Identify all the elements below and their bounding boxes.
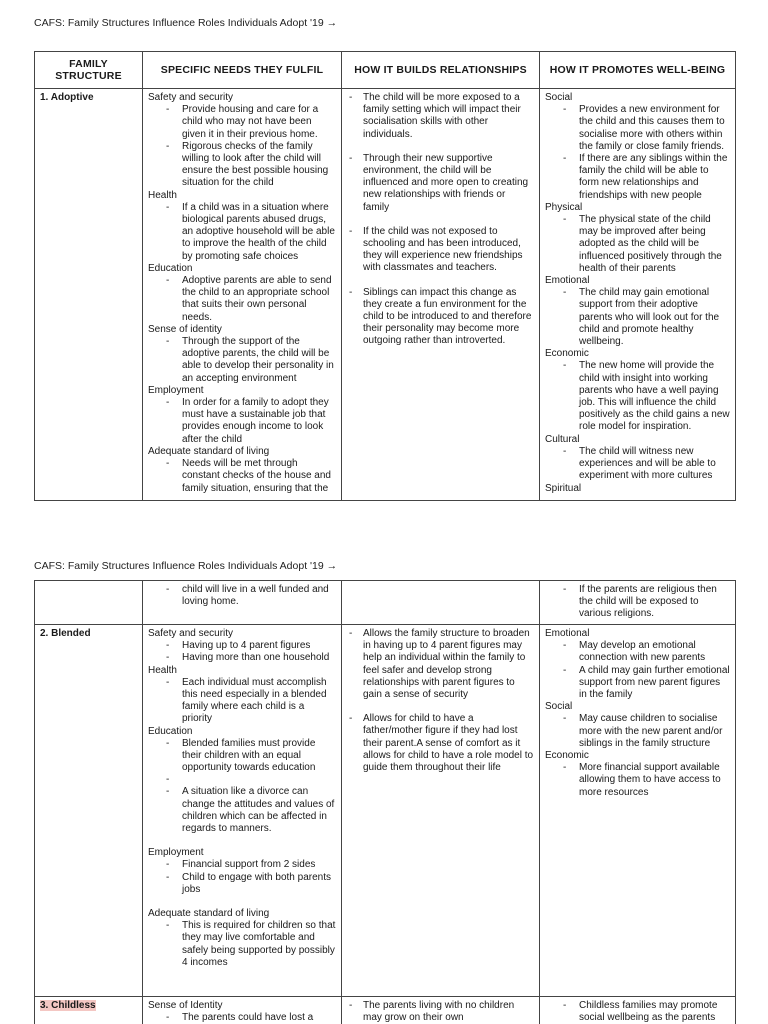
list-item: - Through their new supportive environment, the child will be influenced and more open to creating new relationships with friends or family bbox=[347, 153, 534, 214]
col-header-needs: SPECIFIC NEEDS THEY FULFIL bbox=[143, 52, 342, 89]
col-header-wellbeing: HOW IT PROMOTES WELL-BEING bbox=[540, 52, 736, 89]
category-label: Adequate standard of living bbox=[148, 908, 270, 920]
list-item: - Provides a new environment for the child and this causes them to socialise more with others within the family or close family friends. bbox=[545, 104, 730, 153]
category-label: Safety and security bbox=[148, 628, 234, 639]
category-label: Sense of Identity bbox=[148, 1000, 223, 1011]
adoptive-needs-cell bbox=[143, 89, 342, 501]
structures-table-page-1 bbox=[34, 51, 736, 501]
list-item: - The child may gain emotional support from their adoptive parents who will look out for the child and promote healthy wellbeing. bbox=[545, 287, 730, 348]
list-item: - child will live in a well funded and loving home. bbox=[148, 584, 336, 608]
list-item bbox=[148, 774, 336, 786]
category-label: Adequate standard of living bbox=[148, 445, 270, 457]
list-item: - Having more than one household bbox=[148, 652, 336, 664]
blended-needs-cell bbox=[143, 625, 342, 997]
childless-needs-cell bbox=[143, 997, 342, 1024]
list-item: - More financial support available allowing them to have access to more resources bbox=[545, 762, 730, 799]
category-label: Emotional bbox=[545, 628, 590, 639]
list-item: - Adoptive parents are able to send the child to an appropriate school that suits their own personal needs. bbox=[148, 275, 336, 324]
list-item: - Having up to 4 parent figures bbox=[148, 640, 336, 652]
list-item: - Provide housing and care for a child who may not have been given it in their previous home. bbox=[148, 104, 336, 141]
row-label-childless bbox=[35, 997, 143, 1024]
category-label: Economic bbox=[545, 750, 589, 762]
list-item: - May develop an emotional connection with new parents bbox=[545, 640, 730, 664]
blended-wellbeing-cell bbox=[540, 625, 736, 997]
category-label: Social bbox=[545, 701, 573, 713]
list-item: - The physical state of the child may be improved after being adopted as the child will be influenced positively through the health of their parents bbox=[545, 214, 730, 275]
category-label: Social bbox=[545, 92, 573, 103]
list-item: - This is required for children so that they may live comfortable and safely being supported by possibly 4 incomes bbox=[148, 920, 336, 969]
category-label: Spiritual bbox=[545, 482, 582, 494]
page-2 bbox=[0, 548, 768, 1024]
list-item: - A situation like a divorce can change the attitudes and values of children which can be affected in regards to manners. bbox=[148, 786, 336, 835]
list-item: - If the child was not exposed to schooling and has been introduced, they will experience new friendships with classmates and teachers. bbox=[347, 226, 534, 275]
category-label: Employment bbox=[148, 384, 204, 396]
category-label: Economic bbox=[545, 348, 589, 360]
row-label-adoptive: 1. Adoptive bbox=[35, 89, 143, 501]
adoptive-wellbeing-continued bbox=[540, 581, 736, 625]
list-item: - A child may gain further emotional support from new parent figures in the family bbox=[545, 665, 730, 702]
page-1 bbox=[0, 0, 768, 505]
list-item: - May cause children to socialise more with the new parent and/or siblings in the family structure bbox=[545, 713, 730, 750]
category-label: Sense of identity bbox=[148, 323, 222, 335]
category-label: Health bbox=[148, 664, 177, 676]
category-label: Education bbox=[148, 262, 193, 274]
list-item: - In order for a family to adopt they must have a sustainable job that provides enough income to look after the child bbox=[148, 397, 336, 446]
list-item: - If there are any siblings within the family the child will be able to form new relationships and friendships with new people bbox=[545, 153, 730, 202]
childless-wellbeing-cell bbox=[540, 997, 736, 1024]
list-item: - Allows for child to have a father/mother figure if they had lost their parent.A sense of comfort as it allows for child to have a role model to guide them throughout their life bbox=[347, 713, 534, 774]
page-header: CAFS: Family Structures Influence Roles Individuals Adopt '19 → bbox=[34, 560, 338, 572]
col-header-relationships: HOW IT BUILDS RELATIONSHIPS bbox=[342, 52, 540, 89]
highlighted-label: 3. Childless bbox=[40, 1000, 96, 1011]
structures-table-page-2 bbox=[34, 580, 736, 1024]
category-label: Education bbox=[148, 725, 193, 737]
list-item: - Financial support from 2 sides bbox=[148, 859, 336, 871]
row-label-blended: 2. Blended bbox=[35, 625, 143, 997]
list-item: - Through the support of the adoptive parents, the child will be able to develop their personality in an accepting environment bbox=[148, 336, 336, 385]
adoptive-relationships-cell bbox=[342, 89, 540, 501]
adoptive-wellbeing-cell bbox=[540, 89, 736, 501]
adoptive-relationships-continued bbox=[342, 581, 540, 625]
list-item: - Rigorous checks of the family willing to look after the child will ensure the best possible housing situation for the child bbox=[148, 141, 336, 190]
category-label: Health bbox=[148, 189, 177, 201]
category-label: Employment bbox=[148, 847, 204, 859]
list-item: - Each individual must accomplish this need especially in a blended family where each child is a priority bbox=[148, 677, 336, 726]
list-item: - The parents living with no children may grow on their own bbox=[347, 1000, 534, 1024]
list-item: - The parents could have lost a bbox=[148, 1012, 336, 1024]
list-item: - Allows the family structure to broaden in having up to 4 parent figures may help an individual within the family to feel safer and develop strong relationships with parent figures to gain a sense of security bbox=[347, 628, 534, 701]
row-label-empty bbox=[35, 581, 143, 625]
list-item: - Child to engage with both parents jobs bbox=[148, 872, 336, 896]
list-item: - Childless families may promote social wellbeing as the parents bbox=[545, 1000, 730, 1024]
list-item: - Blended families must provide their children with an equal opportunity towards education bbox=[148, 738, 336, 775]
list-item: - If the parents are religious then the child will be exposed to various religions. bbox=[545, 584, 730, 621]
list-item: - The new home will provide the child with insight into working parents who have a well paying job. This will influence the child positively as the child gains a new role model for inspiration. bbox=[545, 360, 730, 433]
col-header-family-structure: FAMILY STRUCTURE bbox=[35, 52, 143, 89]
list-item: - Siblings can impact this change as they create a fun environment for the child to be introduced to and therefore their personality may become more outgoing rather than introverted. bbox=[347, 287, 534, 348]
category-label: Physical bbox=[545, 201, 583, 213]
adoptive-needs-continued bbox=[143, 581, 342, 625]
list-item: - The child will witness new experiences and will be able to experiment with more cultures bbox=[545, 446, 730, 483]
category-label: Emotional bbox=[545, 275, 590, 287]
childless-relationships-cell bbox=[342, 997, 540, 1024]
blended-relationships-cell bbox=[342, 625, 540, 997]
list-item: - The child will be more exposed to a family setting which will impact their socialisation skills with other individuals. bbox=[347, 92, 534, 141]
page-header: CAFS: Family Structures Influence Roles Individuals Adopt '19 → bbox=[34, 17, 338, 29]
list-item: - Needs will be met through constant checks of the house and family situation, ensuring that the bbox=[148, 458, 336, 495]
list-item: - If a child was in a situation where biological parents abused drugs, an adoptive household will be able to improve the health of the child by promoting safe choices bbox=[148, 202, 336, 263]
category-label: Safety and security bbox=[148, 92, 234, 103]
category-label: Cultural bbox=[545, 433, 580, 445]
